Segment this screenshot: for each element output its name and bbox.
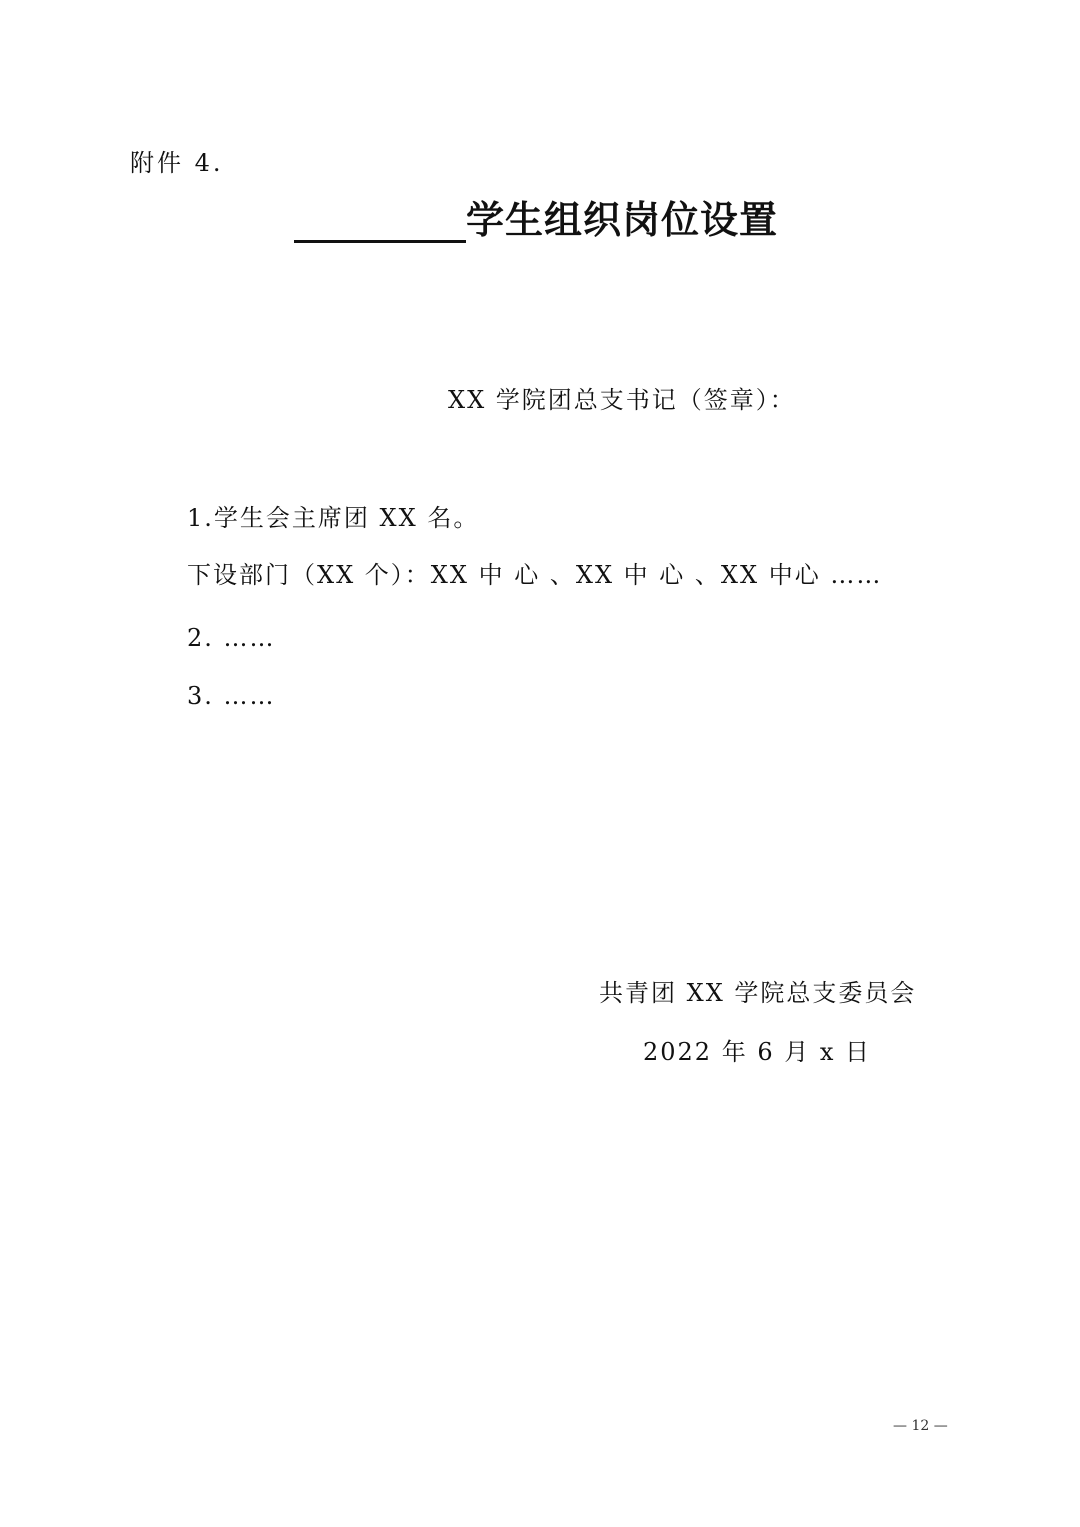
content-line-4: 3. …… (187, 682, 276, 710)
signature-line: XX 学院团总支书记（签章）： (448, 386, 796, 414)
page-title (294, 196, 778, 243)
title-text: 学生组织岗位设置 (466, 198, 779, 242)
content-line-1: 1.学生会主席团 XX 名。 (187, 504, 480, 532)
page-number: — 12 — (893, 1418, 948, 1434)
content-line-2: 下设部门（XX 个）：XX 中 心 、XX 中 心 、XX 中心 …… (187, 561, 883, 589)
issue-date: 2022 年 6 月 x 日 (643, 1038, 872, 1066)
title-blank-underline (294, 196, 466, 243)
attachment-label: 附件 4. (130, 149, 224, 177)
issuer-name: 共青团 XX 学院总支委员会 (599, 979, 917, 1007)
content-line-3: 2. …… (187, 624, 276, 652)
